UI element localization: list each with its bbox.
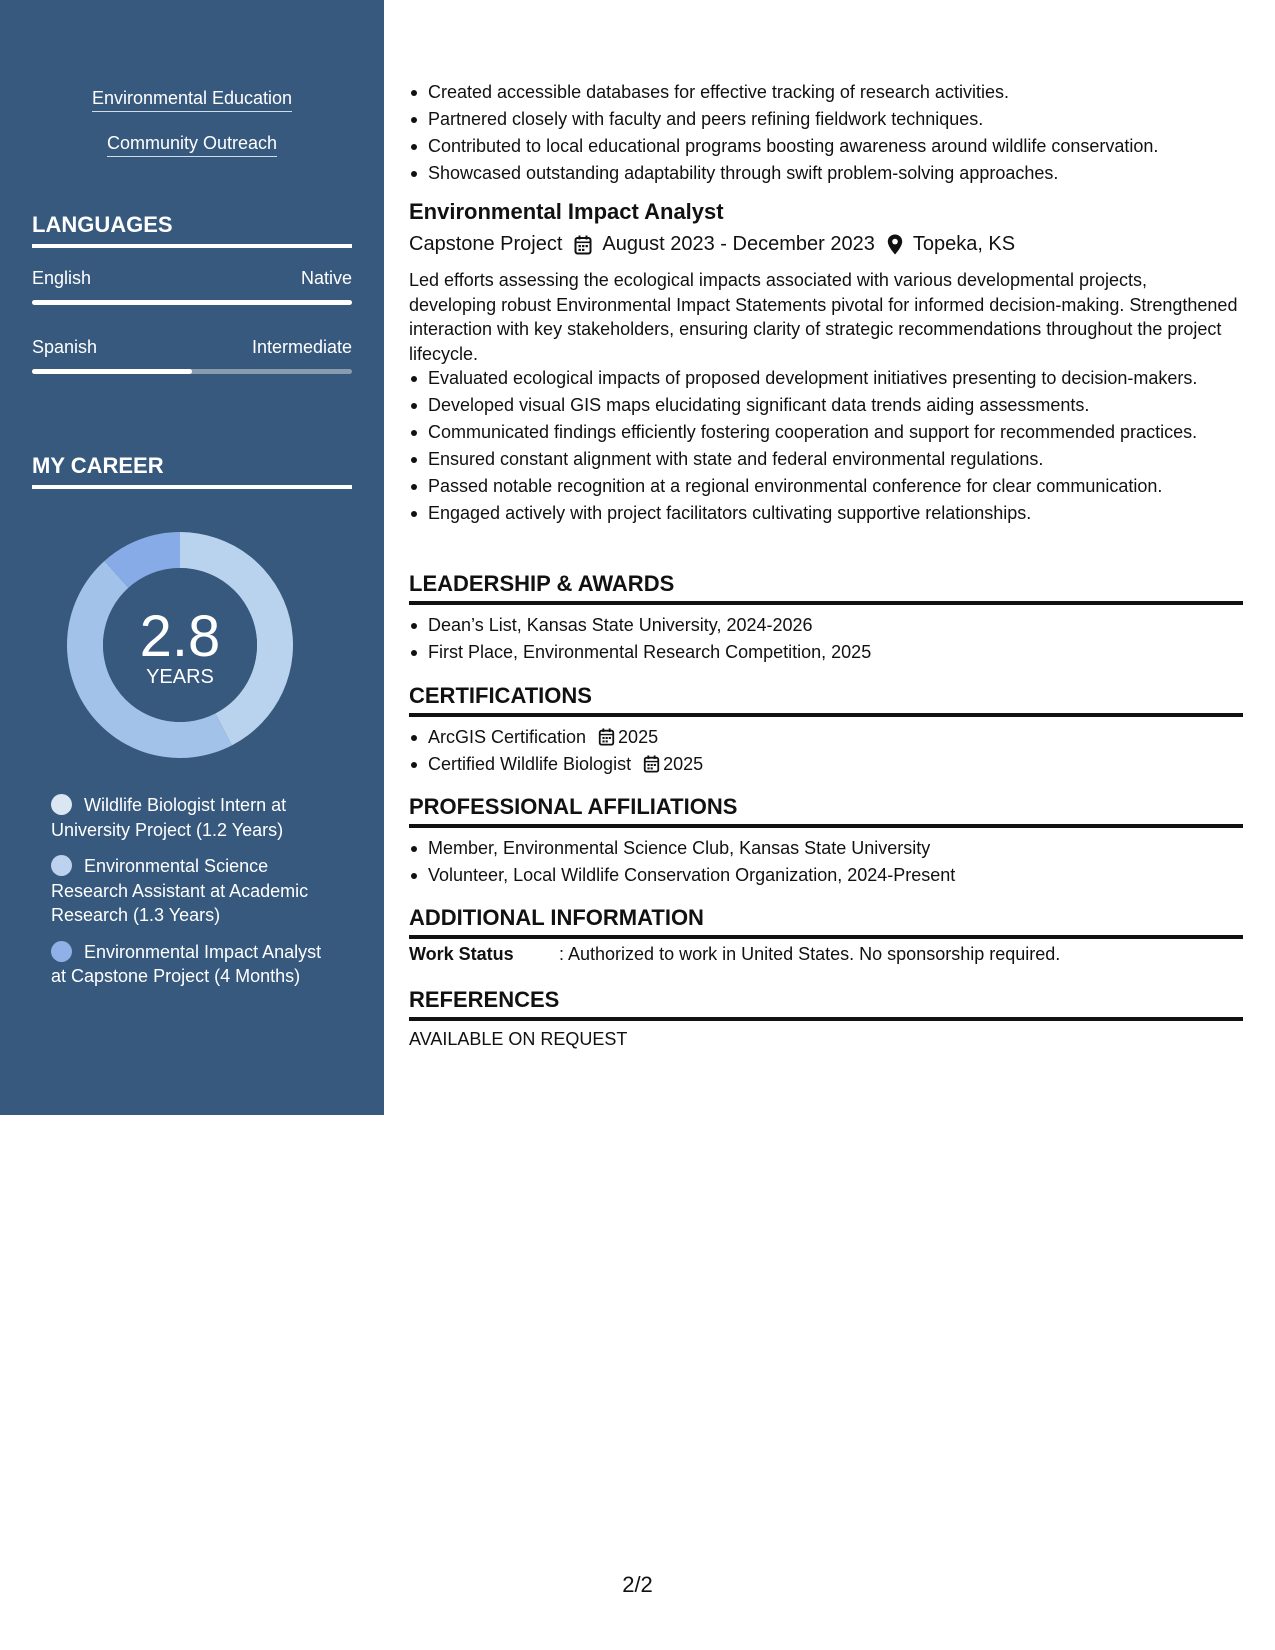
section-heading-additional-info: ADDITIONAL INFORMATION (409, 905, 1243, 939)
list-item: Member, Environmental Science Club, Kansas State University (409, 835, 1243, 862)
career-legend-item: Environmental Science Research Assistant at Academic Research (1.3 Years) (51, 856, 309, 925)
legend-dot-icon (51, 941, 72, 962)
sidebar (0, 0, 384, 1115)
list-item: Communicated findings efficiently fostering cooperation and support for recommended practices. (409, 419, 1243, 446)
list-item: First Place, Environmental Research Competition, 2025 (409, 639, 1243, 666)
career-legend-item: Wildlife Biologist Intern at University Project (1.2 Years) (51, 795, 287, 840)
work-status-value: : Authorized to work in United States. No sponsorship required. (559, 944, 1061, 964)
job-location: Topeka, KS (912, 233, 1016, 255)
list-item: Volunteer, Local Wildlife Conservation Organization, 2024-Present (409, 862, 1243, 889)
list-item: Contributed to local educational programs boosting awareness around wildlife conservation. (409, 133, 1243, 160)
certifications-list (409, 724, 1243, 778)
job-company: Capstone Project (409, 233, 563, 255)
calendar-icon (598, 728, 615, 746)
legend-dot-icon (51, 794, 72, 815)
previous-job-bullets (409, 79, 1243, 187)
job-dates: August 2023 - December 2023 (602, 233, 875, 255)
list-item: Evaluated ecological impacts of proposed development initiatives presenting to decision-makers. (409, 365, 1243, 392)
references-text: AVAILABLE ON REQUEST (409, 1029, 628, 1049)
career-donut-chart (67, 532, 293, 758)
section-heading-affiliations: PROFESSIONAL AFFILIATIONS (409, 794, 1243, 828)
language-name: Spanish (32, 337, 98, 357)
list-item: Developed visual GIS maps elucidating significant data trends aiding assessments. (409, 392, 1243, 419)
career-legend (51, 793, 341, 1001)
section-heading-references: REFERENCES (409, 987, 1243, 1021)
career-total-years: 2.8 (139, 604, 221, 669)
job-description: Led efforts assessing the ecological impacts associated with various developmental projects, developing robust Environmental Impact Statements pivotal for informed decision-making. Strengthened interaction with key stakeholders, ensuring clarity of strategic recommendations throughout the project lifecycle. (409, 270, 1238, 364)
language-level: Intermediate (251, 337, 352, 357)
affiliations-list (409, 835, 1243, 889)
language-proficiency-bar (32, 369, 352, 374)
job-bullets (409, 365, 1243, 527)
list-item: Partnered closely with faculty and peers refining fieldwork techniques. (409, 106, 1243, 133)
job-meta (409, 233, 1015, 256)
section-heading-leadership: LEADERSHIP & AWARDS (409, 571, 1243, 605)
page-number: 2/2 (622, 1572, 653, 1597)
list-item: Passed notable recognition at a regional environmental conference for clear communication. (409, 473, 1243, 500)
list-item: ArcGIS Certification 2025 (409, 724, 1243, 751)
language-row (32, 337, 352, 358)
legend-dot-icon (51, 855, 72, 876)
list-item: Engaged actively with project facilitators cultivating supportive relationships. (409, 500, 1243, 527)
language-proficiency-fill (32, 300, 352, 305)
list-item: Ensured constant alignment with state and federal environmental regulations. (409, 446, 1243, 473)
career-legend-item: Environmental Impact Analyst at Capstone Project (4 Months) (51, 941, 322, 986)
language-name: English (32, 268, 92, 288)
calendar-icon (643, 755, 660, 773)
calendar-icon (574, 235, 592, 255)
list-item: Showcased outstanding adaptability through swift problem-solving approaches. (409, 160, 1243, 187)
location-pin-icon (887, 234, 903, 255)
section-heading-certifications: CERTIFICATIONS (409, 683, 1243, 717)
leadership-list (409, 612, 1243, 666)
interest-item: Community Outreach (0, 133, 384, 157)
career-heading: MY CAREER (32, 453, 352, 489)
interest-item: Environmental Education (0, 88, 384, 112)
language-level: Native (300, 268, 352, 288)
work-status-label: Work Status (409, 944, 514, 964)
job-title: Environmental Impact Analyst (409, 199, 724, 224)
career-unit: YEARS (146, 666, 214, 688)
languages-heading: LANGUAGES (32, 212, 352, 248)
language-proficiency-bar (32, 300, 352, 305)
list-item: Created accessible databases for effective tracking of research activities. (409, 79, 1243, 106)
language-proficiency-fill (32, 369, 192, 374)
list-item: Certified Wildlife Biologist 2025 (409, 751, 1243, 778)
work-status-row (409, 944, 1060, 965)
list-item: Dean’s List, Kansas State University, 2024-2026 (409, 612, 1243, 639)
language-row (32, 268, 352, 289)
